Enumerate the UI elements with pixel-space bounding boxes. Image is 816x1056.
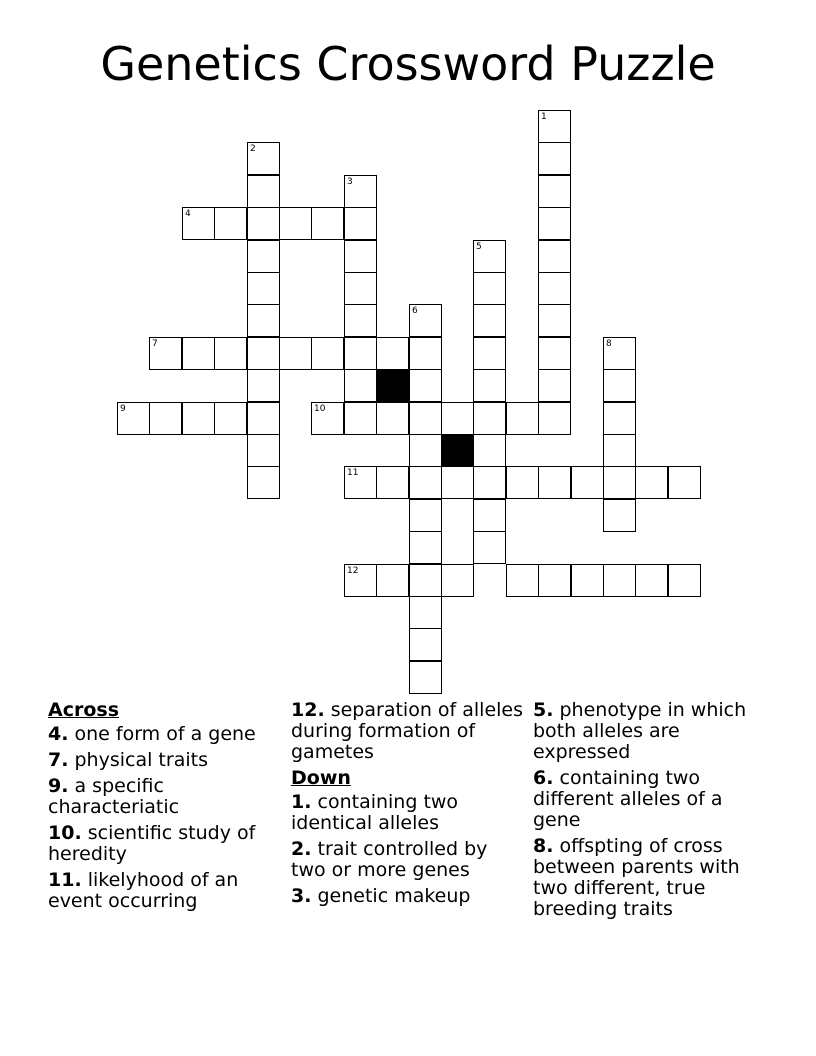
cell-number: 5 bbox=[476, 242, 482, 252]
crossword-cell[interactable] bbox=[344, 337, 377, 370]
clue-text: trait controlled by two or more genes bbox=[291, 838, 488, 881]
crossword-cell[interactable] bbox=[473, 402, 506, 435]
crossword-cell[interactable] bbox=[344, 272, 377, 305]
clue-column-1 bbox=[48, 700, 276, 917]
crossword-cell[interactable] bbox=[668, 564, 701, 597]
crossword-cell[interactable] bbox=[344, 402, 377, 435]
crossword-cell[interactable] bbox=[247, 142, 280, 175]
across-heading: Across bbox=[48, 699, 120, 721]
crossword-cell[interactable] bbox=[473, 531, 506, 564]
crossword-block bbox=[376, 369, 409, 402]
crossword-cell[interactable] bbox=[473, 434, 506, 467]
crossword-cell[interactable] bbox=[344, 207, 377, 240]
crossword-cell[interactable] bbox=[376, 466, 409, 499]
cell-number: 2 bbox=[250, 144, 256, 154]
crossword-cell[interactable] bbox=[247, 466, 280, 499]
crossword-cell[interactable] bbox=[603, 402, 636, 435]
crossword-cell[interactable] bbox=[473, 499, 506, 532]
page-title: Genetics Crossword Puzzle bbox=[100, 37, 716, 91]
crossword-cell[interactable] bbox=[538, 402, 571, 435]
crossword-cell[interactable] bbox=[214, 207, 247, 240]
clue-number: 1. bbox=[291, 791, 312, 813]
clue-number: 11. bbox=[48, 869, 82, 891]
crossword-cell[interactable] bbox=[473, 304, 506, 337]
crossword-cell[interactable] bbox=[182, 207, 215, 240]
crossword-cell[interactable] bbox=[344, 240, 377, 273]
crossword-cell[interactable] bbox=[603, 337, 636, 370]
clue-number: 6. bbox=[533, 767, 554, 789]
crossword-cell[interactable] bbox=[538, 272, 571, 305]
crossword-cell[interactable] bbox=[441, 402, 474, 435]
crossword-cell[interactable] bbox=[409, 531, 442, 564]
cell-number: 3 bbox=[347, 177, 353, 187]
crossword-cell[interactable] bbox=[247, 175, 280, 208]
crossword-cell[interactable] bbox=[214, 402, 247, 435]
crossword-cell[interactable] bbox=[635, 564, 668, 597]
crossword-cell[interactable] bbox=[506, 466, 539, 499]
crossword-cell[interactable] bbox=[441, 466, 474, 499]
crossword-cell[interactable] bbox=[538, 142, 571, 175]
crossword-cell[interactable] bbox=[344, 466, 377, 499]
crossword-cell[interactable] bbox=[409, 661, 442, 694]
cell-number: 10 bbox=[314, 404, 326, 414]
crossword-cell[interactable] bbox=[311, 337, 344, 370]
crossword-cell[interactable] bbox=[473, 337, 506, 370]
clue-column-2 bbox=[291, 700, 527, 912]
crossword-cell[interactable] bbox=[182, 402, 215, 435]
crossword-cell[interactable] bbox=[376, 402, 409, 435]
crossword-cell[interactable] bbox=[247, 434, 280, 467]
clue-down-6 bbox=[533, 768, 765, 831]
crossword-cell[interactable] bbox=[344, 304, 377, 337]
crossword-cell[interactable] bbox=[538, 466, 571, 499]
crossword-cell[interactable] bbox=[247, 240, 280, 273]
crossword-cell[interactable] bbox=[538, 175, 571, 208]
crossword-cell[interactable] bbox=[603, 564, 636, 597]
clue-number: 10. bbox=[48, 822, 82, 844]
crossword-cell[interactable] bbox=[473, 466, 506, 499]
clue-text: genetic makeup bbox=[317, 885, 471, 907]
down-heading: Down bbox=[291, 767, 351, 789]
cell-number: 8 bbox=[606, 339, 612, 349]
cell-number: 9 bbox=[120, 404, 126, 414]
crossword-cell[interactable] bbox=[376, 337, 409, 370]
crossword-cell[interactable] bbox=[538, 304, 571, 337]
clue-text: offspting of cross between parents with two different, true breeding traits bbox=[533, 835, 740, 920]
crossword-cell[interactable] bbox=[635, 466, 668, 499]
crossword-cell[interactable] bbox=[441, 564, 474, 597]
crossword-cell[interactable] bbox=[538, 337, 571, 370]
crossword-cell[interactable] bbox=[344, 175, 377, 208]
crossword-cell[interactable] bbox=[409, 337, 442, 370]
crossword-cell[interactable] bbox=[279, 337, 312, 370]
crossword-cell[interactable] bbox=[538, 207, 571, 240]
crossword-cell[interactable] bbox=[311, 402, 344, 435]
clue-down-2 bbox=[291, 839, 527, 881]
crossword-cell[interactable] bbox=[409, 402, 442, 435]
clue-number: 2. bbox=[291, 838, 312, 860]
crossword-cell[interactable] bbox=[182, 337, 215, 370]
crossword-cell[interactable] bbox=[247, 402, 280, 435]
crossword-cell[interactable] bbox=[247, 272, 280, 305]
crossword-cell[interactable] bbox=[344, 564, 377, 597]
crossword-cell[interactable] bbox=[571, 466, 604, 499]
cell-number: 7 bbox=[152, 339, 158, 349]
clue-across-11 bbox=[48, 870, 276, 912]
crossword-cell[interactable] bbox=[376, 564, 409, 597]
crossword-cell[interactable] bbox=[149, 402, 182, 435]
cell-number: 6 bbox=[412, 306, 418, 316]
crossword-cell[interactable] bbox=[603, 369, 636, 402]
clue-number: 5. bbox=[533, 699, 554, 721]
clue-text: scientific study of heredity bbox=[48, 822, 256, 865]
clue-text: a specific characteriatic bbox=[48, 775, 180, 818]
crossword-cell[interactable] bbox=[538, 564, 571, 597]
crossword-cell[interactable] bbox=[668, 466, 701, 499]
clue-across-4 bbox=[48, 724, 276, 745]
crossword-cell[interactable] bbox=[247, 304, 280, 337]
clue-text: likelyhood of an event occurring bbox=[48, 869, 239, 912]
crossword-cell[interactable] bbox=[409, 564, 442, 597]
crossword-cell[interactable] bbox=[538, 369, 571, 402]
clue-down-8 bbox=[533, 836, 765, 920]
cell-number: 1 bbox=[541, 112, 547, 122]
crossword-cell[interactable] bbox=[409, 628, 442, 661]
cell-number: 12 bbox=[347, 566, 359, 576]
crossword-cell[interactable] bbox=[279, 207, 312, 240]
crossword-cell[interactable] bbox=[603, 466, 636, 499]
crossword-cell[interactable] bbox=[409, 466, 442, 499]
clue-text: physical traits bbox=[74, 749, 208, 771]
clue-text: one form of a gene bbox=[74, 723, 256, 745]
crossword-cell[interactable] bbox=[506, 402, 539, 435]
clue-text: containing two identical alleles bbox=[291, 791, 459, 834]
clue-number: 12. bbox=[291, 699, 325, 721]
clue-number: 9. bbox=[48, 775, 69, 797]
crossword-cell[interactable] bbox=[603, 499, 636, 532]
crossword-cell[interactable] bbox=[409, 434, 442, 467]
crossword-cell[interactable] bbox=[344, 369, 377, 402]
clue-across-12 bbox=[291, 700, 527, 763]
crossword-cell[interactable] bbox=[409, 304, 442, 337]
crossword-cell[interactable] bbox=[149, 337, 182, 370]
clue-column-3 bbox=[533, 700, 765, 925]
crossword-block bbox=[441, 434, 474, 467]
clue-across-7 bbox=[48, 750, 276, 771]
crossword-cell[interactable] bbox=[409, 596, 442, 629]
crossword-cell[interactable] bbox=[473, 369, 506, 402]
clue-number: 7. bbox=[48, 749, 69, 771]
crossword-cell[interactable] bbox=[603, 434, 636, 467]
crossword-cell[interactable] bbox=[538, 240, 571, 273]
clue-down-1 bbox=[291, 792, 527, 834]
crossword-cell[interactable] bbox=[409, 499, 442, 532]
crossword-cell[interactable] bbox=[214, 337, 247, 370]
clue-down-5 bbox=[533, 700, 765, 763]
crossword-cell[interactable] bbox=[117, 402, 150, 435]
clue-across-9 bbox=[48, 776, 276, 818]
crossword-cell[interactable] bbox=[506, 564, 539, 597]
clue-number: 4. bbox=[48, 723, 69, 745]
clue-text: phenotype in which both alleles are expressed bbox=[533, 699, 747, 763]
crossword-cell[interactable] bbox=[247, 207, 280, 240]
crossword-cell[interactable] bbox=[473, 240, 506, 273]
crossword-cell[interactable] bbox=[571, 564, 604, 597]
crossword-cell[interactable] bbox=[311, 207, 344, 240]
clue-text: containing two different alleles of a gene bbox=[533, 767, 723, 831]
clue-down-3 bbox=[291, 886, 527, 907]
crossword-cell[interactable] bbox=[247, 369, 280, 402]
crossword-cell[interactable] bbox=[409, 369, 442, 402]
clue-text: separation of alleles during formation of gametes bbox=[291, 699, 524, 763]
clue-number: 3. bbox=[291, 885, 312, 907]
cell-number: 11 bbox=[347, 468, 359, 478]
clue-number: 8. bbox=[533, 835, 554, 857]
crossword-cell[interactable] bbox=[538, 110, 571, 143]
clue-across-10 bbox=[48, 823, 276, 865]
cell-number: 4 bbox=[185, 209, 191, 219]
crossword-cell[interactable] bbox=[473, 272, 506, 305]
crossword-cell[interactable] bbox=[247, 337, 280, 370]
